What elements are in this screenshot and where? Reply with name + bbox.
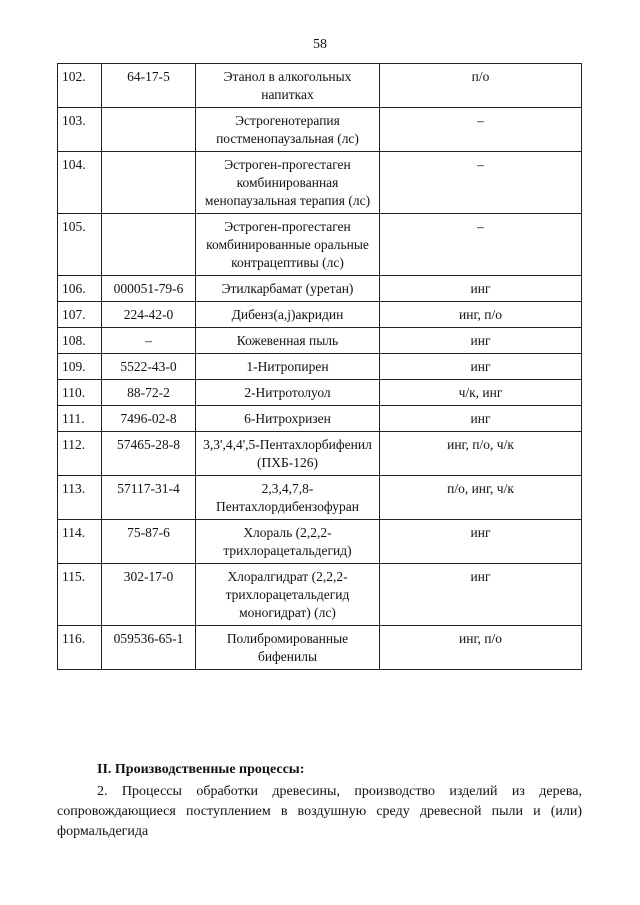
substance-name: Эстроген-прогестаген комбинированные оральные контрацептивы (лс) <box>196 214 380 276</box>
table-body <box>58 64 582 670</box>
table-row <box>58 152 582 214</box>
substance-name: Хлораль (2,2,2-трихлорацетальдегид) <box>196 520 380 564</box>
table-row <box>58 354 582 380</box>
table-row <box>58 108 582 152</box>
section-title: II. Производственные процессы: <box>97 762 305 777</box>
exposure-route: – <box>380 108 582 152</box>
exposure-route: п/о <box>380 64 582 108</box>
cas-number <box>102 214 196 276</box>
exposure-route: инг <box>380 354 582 380</box>
cas-number: 000051-79-6 <box>102 276 196 302</box>
row-number: 105. <box>58 214 102 276</box>
cas-number: 75-87-6 <box>102 520 196 564</box>
cas-number: 64-17-5 <box>102 64 196 108</box>
table-row <box>58 476 582 520</box>
table-row <box>58 626 582 670</box>
section-paragraph: 2. Процессы обработки древесины, производство изделий из дерева, сопровождающиеся поступлением в воздушную среду древесной пыли и (или) формальдегида <box>57 784 582 839</box>
row-number: 104. <box>58 152 102 214</box>
exposure-route: – <box>380 152 582 214</box>
row-number: 109. <box>58 354 102 380</box>
cas-number: 57117-31-4 <box>102 476 196 520</box>
table-row <box>58 214 582 276</box>
table-row <box>58 64 582 108</box>
table-row <box>58 432 582 476</box>
exposure-route: п/о, инг, ч/к <box>380 476 582 520</box>
row-number: 110. <box>58 380 102 406</box>
cas-number: 059536-65-1 <box>102 626 196 670</box>
row-number: 111. <box>58 406 102 432</box>
table-row <box>58 520 582 564</box>
exposure-route: инг, п/о <box>380 302 582 328</box>
exposure-route: инг, п/о <box>380 626 582 670</box>
substance-name: 1-Нитропирен <box>196 354 380 380</box>
exposure-route: – <box>380 214 582 276</box>
table-row <box>58 406 582 432</box>
row-number: 102. <box>58 64 102 108</box>
exposure-route: инг <box>380 406 582 432</box>
cas-number: 5522-43-0 <box>102 354 196 380</box>
exposure-route: инг <box>380 564 582 626</box>
substance-name: Кожевенная пыль <box>196 328 380 354</box>
row-number: 116. <box>58 626 102 670</box>
substance-name: 6-Нитрохризен <box>196 406 380 432</box>
table-row <box>58 328 582 354</box>
exposure-route: ч/к, инг <box>380 380 582 406</box>
row-number: 112. <box>58 432 102 476</box>
table-row <box>58 302 582 328</box>
cas-number: 302-17-0 <box>102 564 196 626</box>
substance-name: Эстроген-прогестаген комбинированная менопаузальная терапия (лс) <box>196 152 380 214</box>
cas-number <box>102 152 196 214</box>
substance-name: 3,3',4,4',5-Пентахлорбифенил (ПХБ-126) <box>196 432 380 476</box>
cas-number: 57465-28-8 <box>102 432 196 476</box>
substance-name: Полибромированные бифенилы <box>196 626 380 670</box>
carcinogens-table <box>57 63 582 670</box>
substance-name: Этанол в алкогольных напитках <box>196 64 380 108</box>
exposure-route: инг <box>380 276 582 302</box>
row-number: 115. <box>58 564 102 626</box>
table-row <box>58 276 582 302</box>
exposure-route: инг, п/о, ч/к <box>380 432 582 476</box>
substance-name: 2,3,4,7,8-Пентахлордибензофуран <box>196 476 380 520</box>
cas-number: 88-72-2 <box>102 380 196 406</box>
substance-name: Дибенз(a,j)акридин <box>196 302 380 328</box>
substance-name: Хлоралгидрат (2,2,2-трихлорацетальдегид моногидрат) (лс) <box>196 564 380 626</box>
row-number: 103. <box>58 108 102 152</box>
substance-name: Эстрогенотерапия постменопаузальная (лс) <box>196 108 380 152</box>
page-number: 58 <box>313 37 327 52</box>
row-number: 114. <box>58 520 102 564</box>
row-number: 107. <box>58 302 102 328</box>
row-number: 108. <box>58 328 102 354</box>
cas-number: 224-42-0 <box>102 302 196 328</box>
cas-number: – <box>102 328 196 354</box>
table-row <box>58 380 582 406</box>
exposure-route: инг <box>380 520 582 564</box>
table-row <box>58 564 582 626</box>
row-number: 113. <box>58 476 102 520</box>
substance-name: 2-Нитротолуол <box>196 380 380 406</box>
cas-number <box>102 108 196 152</box>
substance-name: Этилкарбамат (уретан) <box>196 276 380 302</box>
cas-number: 7496-02-8 <box>102 406 196 432</box>
row-number: 106. <box>58 276 102 302</box>
exposure-route: инг <box>380 328 582 354</box>
